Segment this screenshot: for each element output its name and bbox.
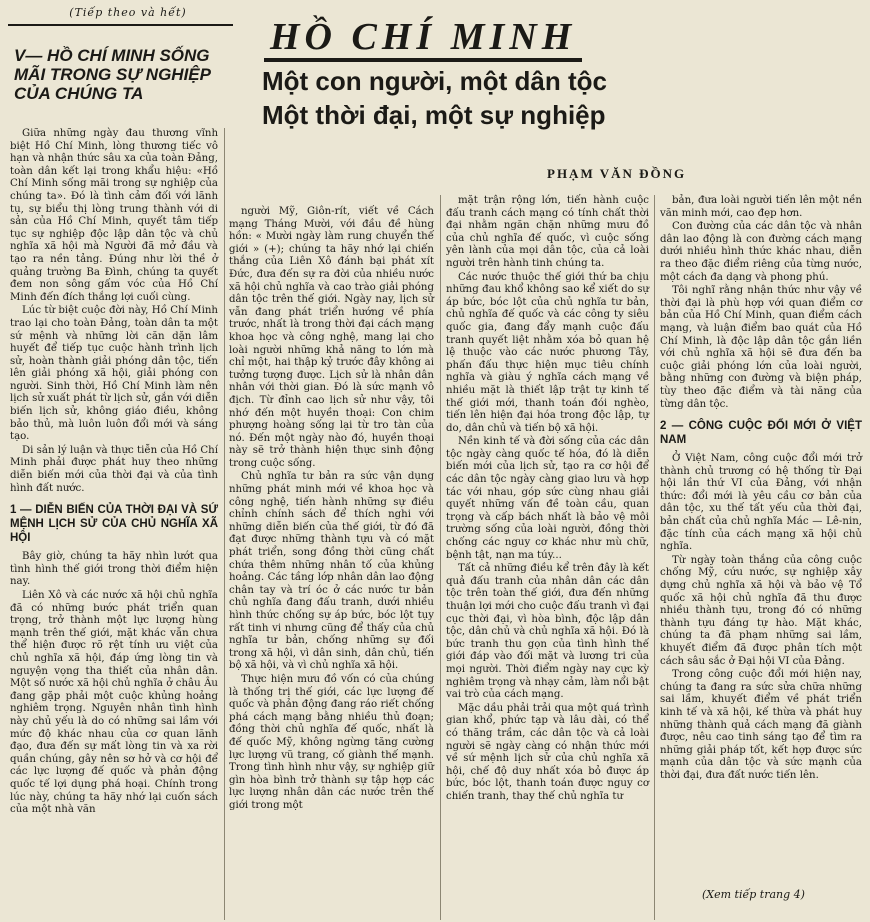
paragraph: Từ ngày toàn thắng của công cuộc chống Mỹ, cứu nước, sự nghiệp xây dựng chủ nghĩa xã hội và bảo vệ Tổ quốc xã hội chủ nghĩa đã thu được nhiều thành tựu, trong đó có những thành tựu đáng tự hào. Mặt khác, chúng ta đã phạm những sai lầm, khuyết điểm đã được phân tích một cách sâu sắc ở Đại hội VI của Đảng. — [660, 554, 862, 667]
column-rule — [224, 128, 225, 920]
section-5-title: V— HỒ CHÍ MINH SỐNG MÃI TRONG SỰ NGHIỆP CỦA CHÚNG TA — [14, 46, 211, 103]
divider — [8, 24, 233, 26]
paragraph: bản, đưa loài người tiến lên một nền văn minh mới, cao đẹp hơn. — [660, 195, 862, 219]
paragraph: Giữa những ngày đau thương vĩnh biệt Hồ Chí Minh, lòng thương tiếc vô hạn và nhận thức sâu xa của toàn Đảng, toàn dân kết lại trong khẩu hiệu: «Hồ Chí Minh sống mãi trong sự nghiệp của chúng ta». Đó là tình cảm đối với lãnh tụ, sự biểu thị lòng trung thành với di sản của Hồ Chí Minh, quyết tâm tiếp tục sự nghiệp độc lập dân tộc và chủ nghĩa xã hội mà Người đã mở đầu và tạo ra nền tảng. Đúng như lời thề ở quảng trường Ba Đình, chúng ta quyết đem non sông gấm vóc của Hồ Chí Minh đến đích thắng lợi cuối cùng. — [10, 128, 218, 303]
paragraph: Nền kinh tế và đời sống của các dân tộc ngày càng quốc tế hóa, đó là diễn biến mới của lịch sử, tạo ra cơ hội để các dân tộc ngày càng giao lưu và hợp tác với nhau, góp sức cùng nhau giải quyết những vấn đề toàn cầu, quan trọng và cấp bách nhất là bảo vệ môi trường sống của loài người, đồng thời chống các nguy cơ khác như mù chữ, bệnh tật, nạn ma túy... — [446, 436, 649, 561]
headline-title — [264, 16, 854, 62]
subheading-1: 1 — DIỄN BIẾN CỦA THỜI ĐẠI VÀ SỨ MỆNH LỊCH SỬ CỦA CHỦ NGHĨA XÃ HỘI — [10, 504, 218, 545]
paragraph: Con đường của các dân tộc và nhân dân lao động là con đường cách mạng dưới nhiều hình thức khác nhau, diễn ra theo đặc điểm riêng của từng nước, một cách đa dạng và phong phú. — [660, 221, 862, 283]
paragraph: Mặc dầu phải trải qua một quá trình gian khổ, phức tạp và lâu dài, có thể có thăng trầm, các dân tộc và cả loài người sẽ ngày càng có nhận thức mới về sứ mệnh lịch sử của chủ nghĩa xã hội, chế độ duy nhất xóa bỏ được áp bức, bóc lột, thanh toán được nguy cơ chiến tranh, thay thế chủ nghĩa tư — [446, 702, 649, 802]
headline-title-text: HỒ CHÍ MINH — [264, 16, 582, 62]
continued-label: (Tiếp theo và hết) — [69, 6, 187, 19]
paragraph: Bây giờ, chúng ta hãy nhìn lướt qua tình hình thế giới trong thời điểm hiện nay. — [10, 551, 218, 588]
paragraph: người Mỹ, Giôn-rít, viết về Cách mạng Tháng Mười, với đầu đề hùng hồn: « Mười ngày làm rung chuyển thế giới » (+); chúng ta hãy nhớ lại chiến thắng của Liên Xô đánh bại phát xít Đức, đưa đến sự ra đời của nhiều nước xã hội chủ nghĩa và cao trào giải phóng dân tộc trên thế giới. Ngày nay, lịch sử vẫn đang phát triển hướng về phía trước, nhất là trong thời đại cách mạng khoa học và công nghệ, mang lại cho loài người những khả năng to lớn mà chỉ một, hai thập kỷ trước đây không ai tưởng tượng được. Lịch sử là nhân dân nhân với thời gian. Đó là sức mạnh vô địch. Từ đỉnh cao lịch sử như vậy, tôi nhớ đến một huyền thoại: Con chim phượng hoàng sống lại từ tro tàn của nó. Đến một ngày nào đó, huyền thoại này sẽ trở thành hiện thực sinh động trong cuộc sống. — [229, 206, 434, 469]
column-3 — [446, 195, 649, 805]
paragraph: Ở Việt Nam, công cuộc đổi mới trở thành chủ trương có hệ thống từ Đại hội lần thứ VI của Đảng, với nhận thức: đổi mới là yêu cầu cơ bản của dân tộc, xu thế tất yếu của thời đại, bản chất của chủ nghĩa Mác — Lê-nin, đặc tính của cách mạng xã hội chủ nghĩa. — [660, 453, 862, 553]
paragraph: Lúc từ biệt cuộc đời này, Hồ Chí Minh trao lại cho toàn Đảng, toàn dân ta một sứ mệnh và những lời căn dặn lâm huyết để tiếp tục cuộc hành trình lịch sử, hoàn thành giải phóng dân tộc, tiến lên giải phóng xã hội, giải phóng con người. Sinh thời, Hồ Chí Minh làm nên lịch sử xuất phát từ lịch sử, gắn với diễn biến lịch sử, không giáo điều, không bảo thủ, mà luôn luôn đổi mới và sáng tạo. — [10, 305, 218, 443]
column-4 — [660, 195, 862, 784]
headline-block — [240, 8, 862, 143]
paragraph: mặt trận rộng lớn, tiến hành cuộc đấu tranh cách mạng có tính chất thời đại nhằm ngăn chặn những mưu đồ của chủ nghĩa đế quốc, vì cuộc sống yên lành của mọi dân tộc, của cả loài người trên hành tinh chúng ta. — [446, 195, 649, 269]
column-1 — [10, 128, 218, 818]
paragraph: Các nước thuộc thế giới thứ ba chịu những đau khổ không sao kể xiết do sự áp bức, bóc lột của chủ nghĩa tư bản, chủ nghĩa đế quốc và các công ty siêu quốc gia, đang đẩy mạnh cuộc đấu tranh quyết liệt nhằm xóa bỏ quan hệ lệ thuộc vào các nước phương Tây, phấn đấu thực hiện mục tiêu chính nghĩa và giàu ý nghĩa cách mạng về nhiều mặt là thiết lập trật tự kinh tế thế giới mới, thanh toán đói nghèo, tiến lên hiện đại hóa trong độc lập, tự do, dân chủ và tiến bộ xã hội. — [446, 271, 649, 434]
headline-line-1: Một con người, một dân tộc — [262, 66, 607, 96]
subheading-2: 2 — CÔNG CUỘC ĐỔI MỚI Ở VIỆT NAM — [660, 420, 862, 447]
headline-subtitle — [262, 64, 607, 132]
column-rule — [654, 195, 655, 920]
continued-next-page: (Xem tiếp trang 4) — [702, 888, 805, 901]
paragraph: Trong công cuộc đổi mới hiện nay, chúng ta đang ra sức sửa chữa những sai lầm, khuyết điểm về phát triển kinh tế và xã hội, kế thừa và phát huy những thành quả cách mạng đã giành được, nêu cao tinh sáng tạo để tìm ra những giải pháp tốt, kết hợp được sức mạnh của dân tộc và sức mạnh của thời đại, đưa đất nước tiến lên. — [660, 669, 862, 781]
paragraph: Thực hiện mưu đồ vốn có của chúng là thống trị thế giới, các lực lượng đế quốc và phản động đang ráo riết chống phá cách mạng bằng nhiều thủ đoạn; đồng thời chủ nghĩa đế quốc, nhất là đế quốc Mỹ, không ngừng tăng cường lực lượng vũ trang, cố giành thế mạnh. Trong tình hình như vậy, sự nghiệp giữ gìn hòa bình trở thành sự tập hợp các lực lượng nhân dân các nước trên thế giới trong một — [229, 673, 434, 811]
paragraph: Tôi nghĩ rằng nhận thức như vậy về thời đại là phù hợp với quan điểm cơ bản của Hồ Chí Minh, quan điểm cách mạng, và luận điểm bao quát của Hồ Chí Minh, là độc lập dân tộc gắn liền với chủ nghĩa xã hội sẽ đưa đến ba cuộc giải phóng lớn của loài người, bằng những con đường và biện pháp, tùy theo đặc điểm và tài năng của từng dân tộc. — [660, 285, 862, 410]
paragraph: Liên Xô và các nước xã hội chủ nghĩa đã có những bước phát triển quan trọng, trở thành một lực lượng hùng mạnh trên thế giới, mặt khác vẫn chưa thể hiện được rõ rệt tính ưu việt của chủ nghĩa xã hội, đáp ứng lòng tin và nguyện vọng tha thiết của nhân dân. Một số nước xã hội chủ nghĩa ở châu Âu đang gặp phải một cuộc khủng hoảng nghiêm trọng. Nguyên nhân tình hình này chủ yếu là do có những sai lầm với mức độ khác nhau của cơ quan lãnh đạo, đưa đến sự mất lòng tin và xa rời quần chúng, gây nên sơ hở và cơ hội để các lực lượng đế quốc và phản động quốc tế lợi dụng phá hoại. Chính trong lúc này, chúng ta hãy nhớ lại cuốn sách của một nhà văn — [10, 590, 218, 816]
author-byline: PHẠM VĂN ĐỒNG — [547, 166, 687, 181]
headline-line-2: Một thời đại, một sự nghiệp — [262, 100, 606, 130]
column-rule — [440, 195, 441, 920]
column-2 — [229, 206, 434, 814]
paragraph: Di sản lý luận và thực tiễn của Hồ Chí Minh phải được phát huy theo những diễn biến mới của thời đại và của tình hình đất nước. — [10, 444, 218, 494]
paragraph: Chủ nghĩa tư bản ra sức vận dụng những phát minh mới về khoa học và công nghệ, tiến hành những sự điều chỉnh chính sách để thích nghi với những diễn biến của thế giới, từ đó đã đạt được những thành tựu và có mặt phát triển, song đồng thời cũng chất chứa thêm những nhân tố của khủng hoảng. Các tầng lớp nhân dân lao động chân tay và trí óc ở các nước tư bản chủ nghĩa đang đấu tranh, dưới nhiều hình thức chống sự áp bức, bóc lột tụy rất tinh vi nhưng cũng để thấy của chủ nghĩa tư bản, chống những sự đối trong xã hội, vì dân sinh, dân chủ, tiến bộ xã hội, và vì chủ nghĩa xã hội. — [229, 471, 434, 672]
paragraph: Tất cả những điều kể trên đây là kết quả đấu tranh của nhân dân các dân tộc trên toàn thế giới, đưa đến những thuận lợi mới cho cuộc đấu tranh vì đại cục thời đại, vì hòa bình, độc lập dân tộc, dân chủ và chủ nghĩa xã hội. Đó là bức tranh thu gọn của tình hình thế giới đáp vào đối mặt và lương tri của mọi người. Thời điểm ngày nay cực kỳ nghiêm trọng và nhạy cảm, làm nổi bật vai trò của cách mạng. — [446, 563, 649, 701]
